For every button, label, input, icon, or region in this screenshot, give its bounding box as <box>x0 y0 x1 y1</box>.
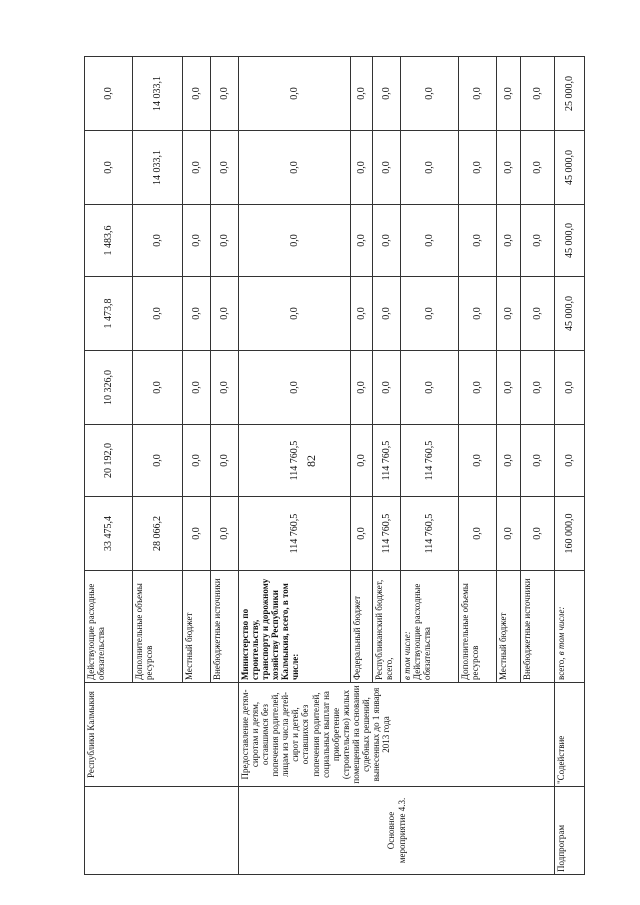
funding-source-cell: Местный бюджет <box>183 571 211 683</box>
value-cell: 0,0 <box>459 425 497 497</box>
value-cell: 0,0 <box>351 131 373 205</box>
funding-source-cell: Действующие расходные обязательства <box>85 571 133 683</box>
value-cell: 0,0 <box>459 57 497 131</box>
value-cell: 0,0 <box>521 57 555 131</box>
measure-description-cell: Предоставление детям-сиротам и детям, оставшимся без попечения родителей, лицам из числа детей-сирот и детей, оставшихся без попечения родителей, социальных выплат на приобретение (строительство) жилых помещений на основании судебных решений, вынесенных до 1 января 2013 года <box>239 683 555 787</box>
value-cell: 0,0 <box>373 277 401 351</box>
value-cell: 0,0 <box>521 277 555 351</box>
value-cell: 33 475,4 <box>85 497 133 571</box>
value-cell: 0,0 <box>373 57 401 131</box>
value-cell: 0,0 <box>183 425 211 497</box>
value-cell: 114 760,5 <box>373 425 401 497</box>
value-cell: 0,0 <box>183 57 211 131</box>
value-cell: 0,0 <box>133 277 183 351</box>
subprogram-code-cell: Подпрограм <box>555 787 585 875</box>
value-cell: 0,0 <box>521 497 555 571</box>
value-cell: 0,0 <box>497 425 521 497</box>
funding-source-cell: Республиканский бюджет, всего, <box>373 571 401 683</box>
value-cell: 0,0 <box>521 131 555 205</box>
value-cell: 0,0 <box>133 351 183 425</box>
value-cell: 0,0 <box>133 205 183 277</box>
value-cell: 0,0 <box>239 131 351 205</box>
value-cell: 0,0 <box>521 205 555 277</box>
funding-source-cell: Дополнительные объемы ресурсов <box>133 571 183 683</box>
value-cell: 0,0 <box>239 205 351 277</box>
value-cell: 0,0 <box>183 351 211 425</box>
value-cell: 0,0 <box>211 131 239 205</box>
value-cell: 45 000,0 <box>555 205 585 277</box>
value-cell: 14 033,1 <box>133 57 183 131</box>
value-cell: 20 192,0 <box>85 425 133 497</box>
value-cell: 10 326,0 <box>85 351 133 425</box>
value-cell: 0,0 <box>85 131 133 205</box>
value-cell: 0,0 <box>351 57 373 131</box>
value-cell: 0,0 <box>133 425 183 497</box>
value-cell: 0,0 <box>459 351 497 425</box>
subtotal-caption: в том числе: <box>402 631 412 680</box>
value-cell: 0,0 <box>401 57 459 131</box>
value-cell: 0,0 <box>351 425 373 497</box>
funding-source-cell <box>401 571 459 683</box>
value-cell: 0,0 <box>373 205 401 277</box>
value-cell: 0,0 <box>85 57 133 131</box>
value-cell: 45 000,0 <box>555 277 585 351</box>
value-cell: 0,0 <box>373 351 401 425</box>
value-cell: 160 000,0 <box>555 497 585 571</box>
value-cell: 0,0 <box>401 351 459 425</box>
value-cell: 0,0 <box>351 205 373 277</box>
funding-source-cell: Федеральный бюджет <box>351 571 373 683</box>
funding-source-cell: Министерство по строительству, транспорту и дорожному хозяйству Республики Калмыкия, всего, в том числе: <box>239 571 351 683</box>
subprogram-name-cell: "Содействие <box>555 683 585 787</box>
value-cell: 0,0 <box>459 131 497 205</box>
value-cell: 0,0 <box>183 497 211 571</box>
value-cell: 25 000,0 <box>555 57 585 131</box>
value-cell: 0,0 <box>401 131 459 205</box>
table-row <box>239 57 351 875</box>
value-cell: 0,0 <box>555 425 585 497</box>
funding-source-cell: Дополнительные объемы ресурсов <box>459 571 497 683</box>
value-cell: 0,0 <box>183 205 211 277</box>
measure-code-cell: Основное мероприятие 4.3. <box>239 787 555 875</box>
value-cell: 0,0 <box>459 205 497 277</box>
subtotal-caption: в том числе: <box>556 606 566 656</box>
value-cell: 114 760,5 <box>239 425 351 497</box>
funding-source-label: Действующие расходные обязательства <box>412 583 433 680</box>
value-cell: 0,0 <box>211 277 239 351</box>
value-cell: 114 760,5 <box>401 425 459 497</box>
table-row <box>555 57 585 875</box>
value-cell: 0,0 <box>401 277 459 351</box>
value-cell: 0,0 <box>183 131 211 205</box>
value-cell: 0,0 <box>211 425 239 497</box>
value-cell: 28 066,2 <box>133 497 183 571</box>
value-cell: 0,0 <box>497 497 521 571</box>
value-cell: 0,0 <box>239 351 351 425</box>
value-cell: 0,0 <box>373 131 401 205</box>
value-cell: 0,0 <box>351 497 373 571</box>
value-cell: 0,0 <box>497 351 521 425</box>
value-cell: 0,0 <box>351 277 373 351</box>
value-cell: 0,0 <box>497 277 521 351</box>
row-group-code-cell <box>85 787 239 875</box>
value-cell: 0,0 <box>521 351 555 425</box>
value-cell: 0,0 <box>459 497 497 571</box>
value-cell: 0,0 <box>351 351 373 425</box>
value-cell: 0,0 <box>183 277 211 351</box>
value-cell: 1 473,8 <box>85 277 133 351</box>
funding-source-cell: Внебюджетные источники <box>211 571 239 683</box>
value-cell: 0,0 <box>521 425 555 497</box>
budget-table <box>84 56 585 875</box>
value-cell: 0,0 <box>497 57 521 131</box>
funding-source-cell: Местный бюджет <box>497 571 521 683</box>
table-row <box>85 57 133 875</box>
subtotal-prefix: всего, <box>556 657 566 680</box>
value-cell: 0,0 <box>497 205 521 277</box>
value-cell: 114 760,5 <box>239 497 351 571</box>
value-cell: 0,0 <box>497 131 521 205</box>
row-group-agency-cell: Республики Калмыкия <box>85 683 239 787</box>
table-viewport <box>84 57 575 875</box>
funding-source-cell <box>555 571 585 683</box>
value-cell: 14 033,1 <box>133 131 183 205</box>
value-cell: 1 483,6 <box>85 205 133 277</box>
value-cell: 0,0 <box>211 497 239 571</box>
value-cell: 0,0 <box>401 205 459 277</box>
value-cell: 0,0 <box>211 57 239 131</box>
funding-source-cell: Внебюджетные источники <box>521 571 555 683</box>
value-cell: 0,0 <box>211 205 239 277</box>
value-cell: 114 760,5 <box>373 497 401 571</box>
value-cell: 0,0 <box>239 277 351 351</box>
value-cell: 0,0 <box>211 351 239 425</box>
value-cell: 0,0 <box>239 57 351 131</box>
page-number: 82 <box>304 455 318 467</box>
value-cell: 45 000,0 <box>555 131 585 205</box>
value-cell: 0,0 <box>555 351 585 425</box>
value-cell: 0,0 <box>459 277 497 351</box>
value-cell: 114 760,5 <box>401 497 459 571</box>
